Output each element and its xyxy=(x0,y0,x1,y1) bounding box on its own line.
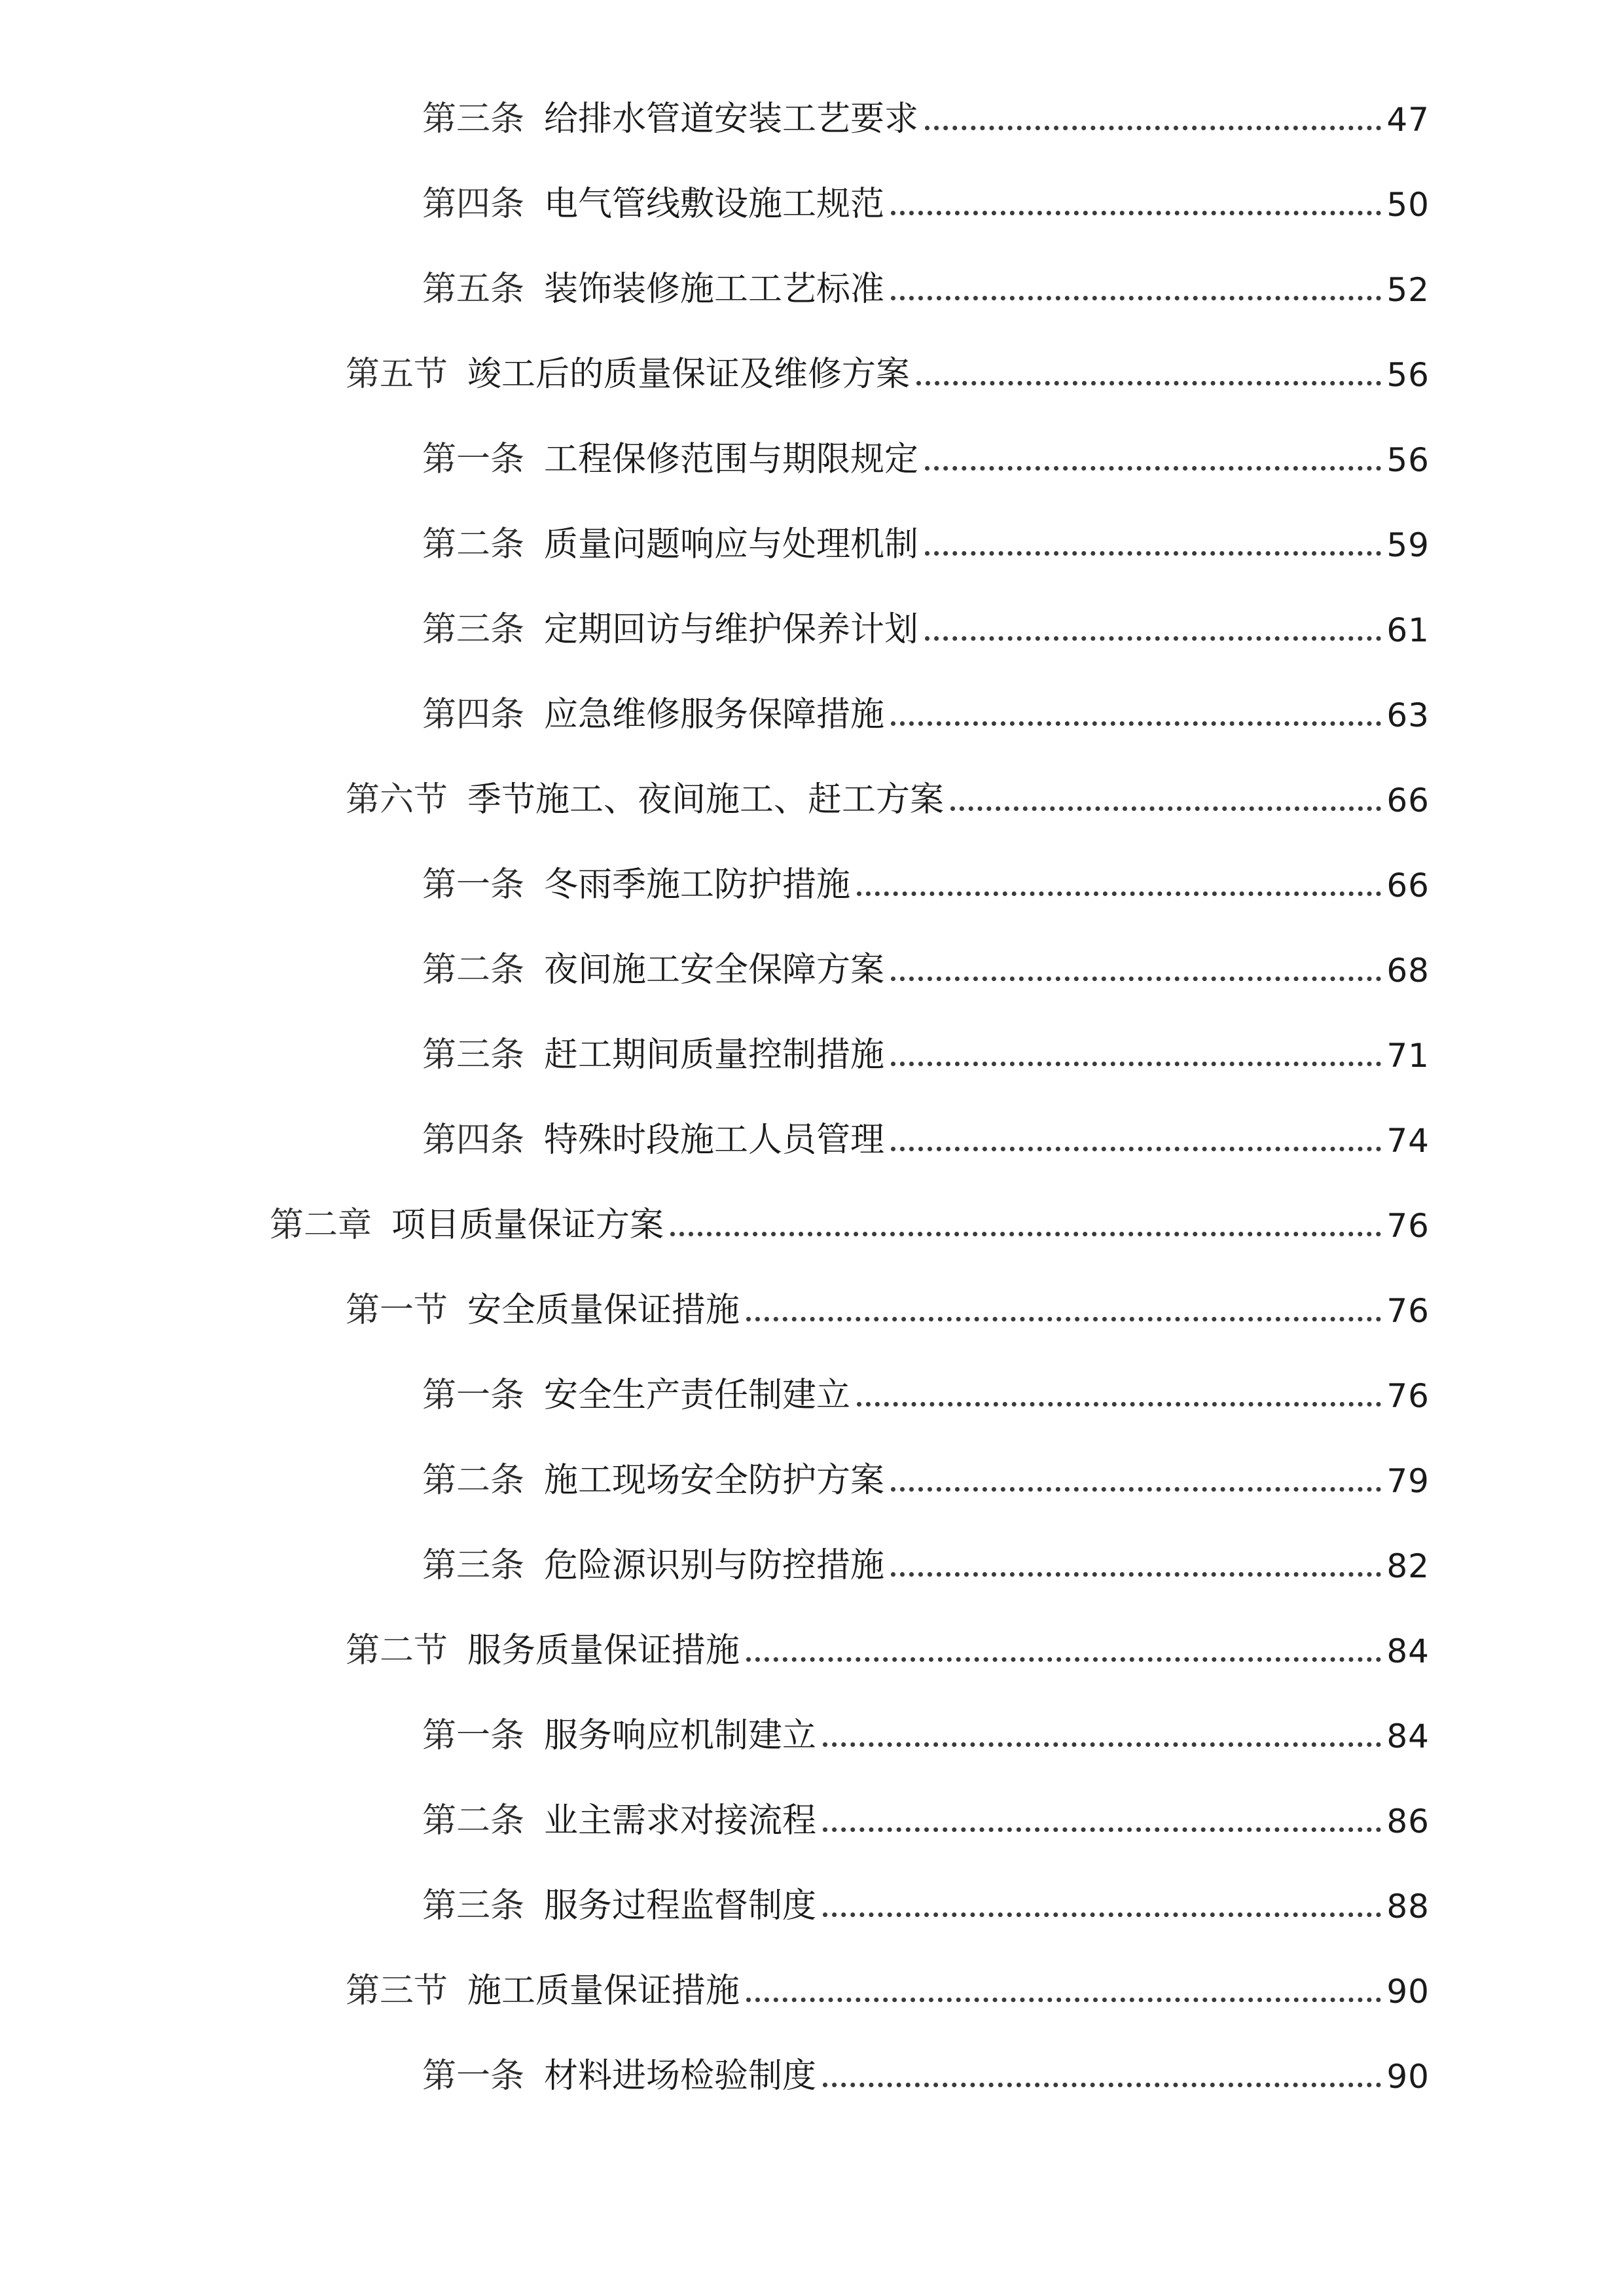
toc-entry[interactable] xyxy=(422,1350,1430,1415)
toc-entry-title: 赶工期间质量控制措施 xyxy=(544,1035,885,1075)
toc-entry-title: 危险源识别与防控措施 xyxy=(544,1546,885,1585)
toc-entry-page-number: 47 xyxy=(1386,101,1430,139)
dot-leader xyxy=(891,721,1381,726)
dot-leader xyxy=(891,1487,1381,1492)
dot-leader xyxy=(891,977,1381,981)
toc-entry-page-number: 59 xyxy=(1386,526,1430,564)
toc-entry-title: 安全生产责任制建立 xyxy=(544,1376,851,1415)
toc-entry-label: 第二条 xyxy=(422,1801,525,1840)
toc-entry-title: 装饰装修施工工艺标准 xyxy=(544,270,885,309)
dot-leader xyxy=(891,1572,1381,1577)
toc-entry-label: 第三条 xyxy=(422,610,525,649)
toc-entry-page-number: 88 xyxy=(1386,1888,1430,1926)
toc-entry-page-number: 68 xyxy=(1386,952,1430,990)
toc-entry-title: 竣工后的质量保证及维修方案 xyxy=(467,355,911,394)
toc-entry-label: 第五条 xyxy=(422,270,525,309)
toc-entry-page-number: 66 xyxy=(1386,781,1430,819)
toc-entry-page-number: 90 xyxy=(1386,2058,1430,2096)
toc-entry[interactable] xyxy=(422,924,1430,990)
toc-entry[interactable] xyxy=(422,1520,1430,1583)
dot-leader xyxy=(823,1912,1381,1917)
toc-entry-title: 电气管线敷设施工规范 xyxy=(544,185,885,224)
toc-entry-title: 夜间施工安全保障方案 xyxy=(544,950,885,990)
toc-entry-label: 第一条 xyxy=(422,865,525,905)
toc-entry[interactable] xyxy=(346,1265,1430,1330)
toc-entry-page-number: 82 xyxy=(1386,1547,1430,1585)
toc-entry-title: 业主需求对接流程 xyxy=(544,1801,817,1840)
toc-entry-label: 第二条 xyxy=(422,1461,525,1500)
toc-entry-title: 施工现场安全防护方案 xyxy=(544,1461,885,1500)
toc-entry-label: 第二条 xyxy=(422,525,525,564)
toc-entry-title: 工程保修范围与期限规定 xyxy=(544,440,919,479)
dot-leader xyxy=(916,381,1381,386)
dot-leader xyxy=(925,551,1381,556)
dot-leader xyxy=(746,1317,1381,1321)
dot-leader xyxy=(823,1827,1381,1832)
toc-entry-page-number: 56 xyxy=(1386,441,1430,479)
toc-entry-label: 第三条 xyxy=(422,1546,525,1585)
toc-entry-page-number: 50 xyxy=(1386,186,1430,224)
toc-entry[interactable] xyxy=(270,1179,1430,1245)
toc-entry-title: 季节施工、夜间施工、赶工方案 xyxy=(467,780,945,819)
toc-entry[interactable] xyxy=(346,1945,1430,2011)
toc-entry-label: 第二节 xyxy=(346,1631,448,1670)
toc-entry-label: 第一条 xyxy=(422,2056,525,2096)
toc-entry-label: 第二条 xyxy=(422,950,525,990)
toc-entry[interactable] xyxy=(346,754,1430,817)
toc-entry-title: 定期回访与维护保养计划 xyxy=(544,610,919,649)
toc-entry-label: 第四条 xyxy=(422,1121,525,1160)
toc-entry-label: 第二章 xyxy=(270,1206,372,1245)
toc-entry-page-number: 56 xyxy=(1386,356,1430,394)
toc-entry[interactable] xyxy=(422,1690,1430,1753)
dot-leader xyxy=(746,1998,1381,2002)
toc-entry[interactable] xyxy=(422,1094,1430,1160)
dot-leader xyxy=(670,1232,1381,1236)
toc-entry-label: 第一条 xyxy=(422,1716,525,1755)
toc-entry-title: 施工质量保证措施 xyxy=(467,1971,740,2011)
dot-leader xyxy=(891,1147,1381,1151)
toc-entry-title: 冬雨季施工防护措施 xyxy=(544,865,851,905)
toc-entry[interactable] xyxy=(422,1860,1430,1926)
toc-entry[interactable] xyxy=(422,1009,1430,1075)
toc-entry-label: 第一条 xyxy=(422,440,525,479)
toc-entry-page-number: 86 xyxy=(1386,1803,1430,1840)
toc-entry-label: 第一条 xyxy=(422,1376,525,1415)
toc-entry[interactable] xyxy=(422,414,1430,479)
dot-leader xyxy=(857,1402,1381,1407)
toc-entry[interactable] xyxy=(422,1435,1430,1498)
toc-entry[interactable] xyxy=(422,669,1430,732)
toc-entry-label: 第三条 xyxy=(422,1035,525,1075)
toc-entry-label: 第一节 xyxy=(346,1291,448,1330)
toc-entry-label: 第三条 xyxy=(422,99,525,139)
toc-entry[interactable] xyxy=(422,1775,1430,1838)
toc-entry-page-number: 61 xyxy=(1386,611,1430,649)
dot-leader xyxy=(891,1062,1381,1066)
toc-entry[interactable] xyxy=(422,73,1430,139)
dot-leader xyxy=(925,126,1381,130)
toc-entry[interactable] xyxy=(422,2030,1430,2096)
toc-entry-page-number: 90 xyxy=(1386,1973,1430,2011)
dot-leader xyxy=(891,296,1381,300)
toc-entry-label: 第六节 xyxy=(346,780,448,819)
toc-entry-page-number: 74 xyxy=(1386,1122,1430,1160)
toc-entry[interactable] xyxy=(422,584,1430,647)
toc-entry-title: 安全质量保证措施 xyxy=(467,1291,740,1330)
toc-entry-label: 第四条 xyxy=(422,695,525,734)
toc-entry-label: 第三节 xyxy=(346,1971,448,2011)
toc-entry-title: 服务响应机制建立 xyxy=(544,1716,817,1755)
toc-entry-page-number: 52 xyxy=(1386,271,1430,309)
dot-leader xyxy=(823,1742,1381,1747)
toc-entry[interactable] xyxy=(422,839,1430,905)
toc-entry-page-number: 79 xyxy=(1386,1462,1430,1500)
toc-entry-page-number: 76 xyxy=(1386,1292,1430,1330)
toc-entry-page-number: 76 xyxy=(1386,1207,1430,1245)
toc-entry-page-number: 84 xyxy=(1386,1717,1430,1755)
toc-entry-page-number: 84 xyxy=(1386,1632,1430,1670)
toc-entry-page-number: 66 xyxy=(1386,867,1430,905)
dot-leader xyxy=(925,466,1381,471)
dot-leader xyxy=(746,1657,1381,1662)
toc-entry-title: 材料进场检验制度 xyxy=(544,2056,817,2096)
toc-entry-page-number: 63 xyxy=(1386,696,1430,734)
toc-entry[interactable] xyxy=(422,158,1430,224)
toc-entry-title: 特殊时段施工人员管理 xyxy=(544,1121,885,1160)
toc-entry[interactable] xyxy=(346,1605,1430,1668)
toc-entry[interactable] xyxy=(422,499,1430,562)
toc-entry-title: 服务质量保证措施 xyxy=(467,1631,740,1670)
dot-leader xyxy=(823,2083,1381,2087)
toc-entry-title: 应急维修服务保障措施 xyxy=(544,695,885,734)
toc-entry-title: 项目质量保证方案 xyxy=(391,1206,664,1245)
toc-entry-title: 服务过程监督制度 xyxy=(544,1886,817,1926)
toc-entry-page-number: 71 xyxy=(1386,1037,1430,1075)
dot-leader xyxy=(891,211,1381,215)
toc-entry-page-number: 76 xyxy=(1386,1377,1430,1415)
toc-entry-title: 质量问题响应与处理机制 xyxy=(544,525,919,564)
dot-leader xyxy=(857,891,1381,896)
dot-leader xyxy=(950,806,1381,811)
toc-entry[interactable] xyxy=(346,329,1430,394)
toc-entry[interactable] xyxy=(422,243,1430,309)
toc-entry-label: 第四条 xyxy=(422,185,525,224)
toc-entry-title: 给排水管道安装工艺要求 xyxy=(544,99,919,139)
dot-leader xyxy=(925,636,1381,641)
toc-entry-label: 第三条 xyxy=(422,1886,525,1926)
toc-entry-label: 第五节 xyxy=(346,355,448,394)
